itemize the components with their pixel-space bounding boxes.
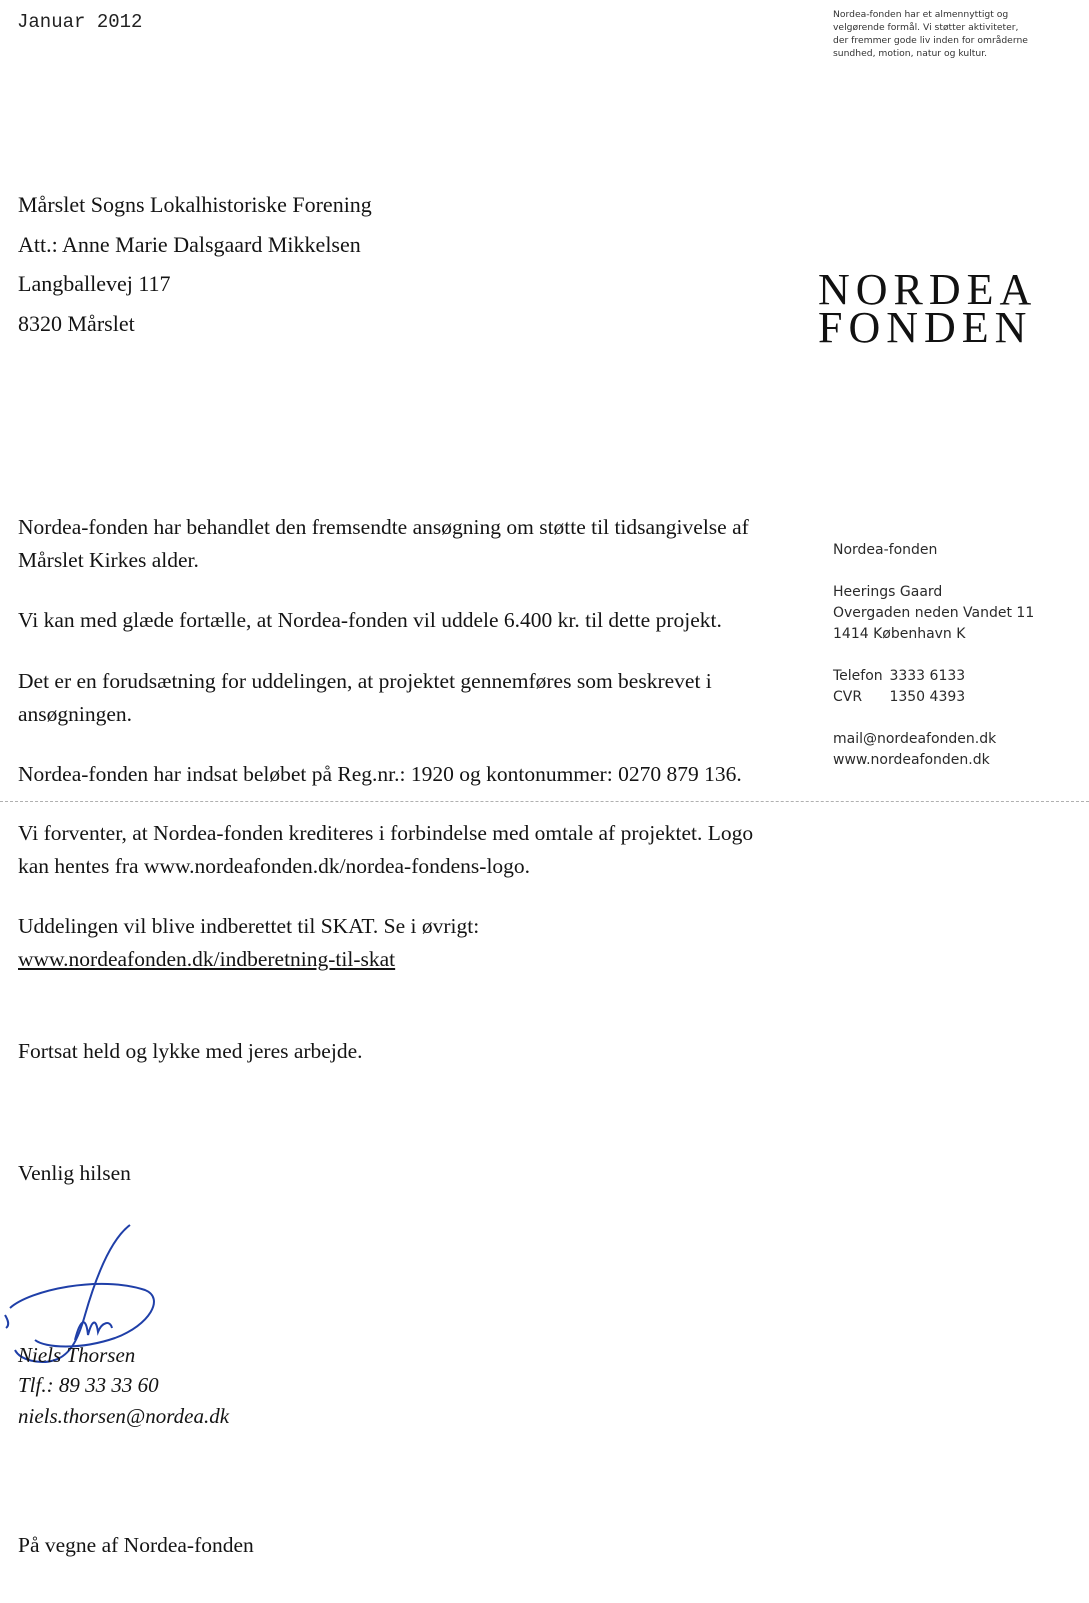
paragraph-line: Nordea-fonden har behandlet den fremsendte ansøgning om støtte til tidsangivelse af [18, 515, 749, 539]
paragraph-line: Vi forventer, at Nordea-fonden krediteres i forbindelse med omtale af projektet. Logo [18, 821, 754, 845]
tagline-line: sundhed, motion, natur og kultur. [833, 48, 988, 59]
sender-info [833, 540, 1034, 771]
tagline-line: Nordea-fonden har et almennyttigt og [833, 9, 1009, 20]
sender-cvr-row [833, 687, 1034, 708]
paragraph-3 [18, 665, 712, 731]
paragraph-4: Nordea-fonden har indsat beløbet på Reg.nr.: 1920 og kontonummer: 0270 879 136. [18, 762, 742, 786]
letter-date: Januar 2012 [17, 11, 143, 33]
tagline-line: velgørende formål. Vi støtter aktiviteter, [833, 22, 1019, 33]
sender-org: Nordea-fonden [833, 542, 938, 558]
closing-greeting: Venlig hilsen [18, 1161, 131, 1185]
cvr-value: 1350 4393 [889, 689, 966, 705]
sender-address-2: Overgaden neden Vandet 11 [833, 605, 1035, 621]
phone-value: 3333 6133 [889, 668, 966, 684]
paragraph-line: Uddelingen vil blive indberettet til SKAT. Se i øvrigt: [18, 914, 480, 938]
recipient-att: Att.: Anne Marie Dalsgaard Mikkelsen [18, 231, 361, 257]
paragraph-6 [18, 910, 479, 976]
sender-address-3: 1414 København K [833, 626, 966, 642]
logo-line-1: NORDEA [818, 265, 1038, 314]
foundation-tagline [833, 8, 1028, 60]
signatory-name: Niels Thorsen [18, 1343, 136, 1367]
nordea-fonden-logo [818, 265, 1058, 358]
skat-link[interactable]: www.nordeafonden.dk/indberetning-til-skat [18, 947, 396, 971]
signatory-email[interactable]: niels.thorsen@nordea.dk [18, 1404, 230, 1428]
tagline-line: der fremmer gode liv inden for områderne [833, 35, 1028, 46]
recipient-name: Mårslet Sogns Lokalhistoriske Forening [18, 192, 372, 217]
sender-phone-row [833, 666, 1034, 687]
sender-address-1: Heerings Gaard [833, 584, 943, 600]
paragraph-line: Mårslet Kirkes alder. [18, 548, 199, 572]
signatory-phone: Tlf.: 89 33 33 60 [18, 1373, 159, 1397]
sender-web[interactable]: www.nordeafonden.dk [833, 752, 990, 768]
paragraph-7: Fortsat held og lykke med jeres arbejde. [18, 1039, 363, 1063]
paragraph-2: Vi kan med glæde fortælle, at Nordea-fonden vil uddele 6.400 kr. til dette projekt. [18, 608, 722, 632]
paper-fold-line [0, 801, 1089, 802]
cvr-label: CVR [833, 689, 863, 705]
logo-line-2: FONDEN [818, 303, 1033, 352]
recipient-city: 8320 Mårslet [18, 310, 135, 336]
paragraph-line: Det er en forudsætning for uddelingen, at projektet gennemføres som beskrevet i [18, 669, 712, 693]
paragraph-line: ansøgningen. [18, 702, 133, 726]
phone-label: Telefon [833, 668, 883, 684]
sender-email[interactable]: mail@nordeafonden.dk [833, 731, 997, 747]
on-behalf-line: På vegne af Nordea-fonden [18, 1533, 254, 1557]
paragraph-1 [18, 511, 749, 577]
recipient-street: Langballevej 117 [18, 271, 171, 296]
paragraph-line: kan hentes fra www.nordeafonden.dk/nordea-fondens-logo. [18, 854, 531, 878]
recipient-address [18, 190, 372, 348]
paragraph-5 [18, 817, 753, 883]
